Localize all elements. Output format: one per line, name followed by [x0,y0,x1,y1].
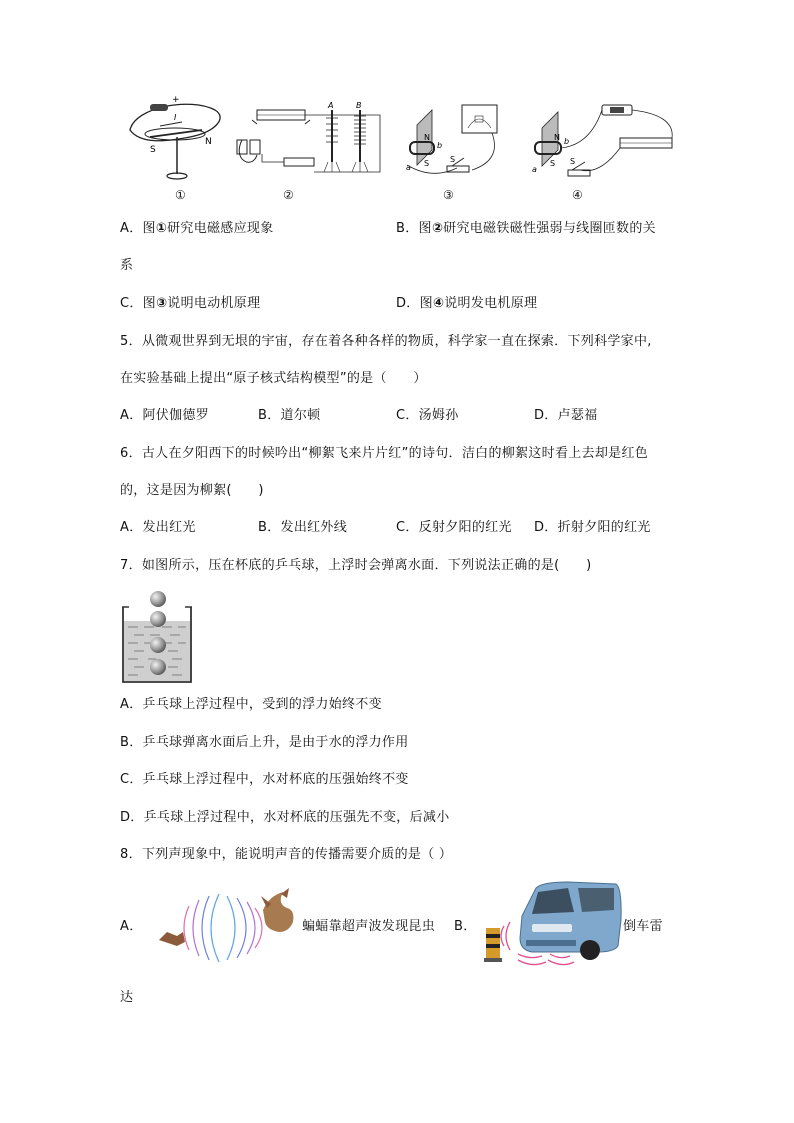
q4-option-b[interactable]: B．图②研究电磁铁磁性强弱与线圈匝数的关 [396,221,656,236]
svg-text:S: S [424,159,430,168]
q7-stem: 7．如图所示，压在杯底的乒乓球，上浮时会弹离水面．下列说法正确的是( ) [120,558,592,573]
figure-3-label: ③ [443,188,454,202]
svg-text:N: N [424,133,430,142]
traffic-cone [486,928,500,958]
figure-1-compass-wire [120,92,230,187]
ping-pong-ball [150,611,166,627]
figure-2-electromagnets [232,100,382,185]
svg-text:S: S [150,145,156,155]
q5-option-b[interactable]: B．道尔顿 [258,408,321,423]
q7-option-b[interactable]: B．乒乓球弹离水面后上升，是由于水的浮力作用 [120,735,409,750]
q8-option-b-text: 倒车雷 [623,919,663,934]
q6-stem-line1: 6．古人在夕阳西下的时候吟出“柳絮飞来片片红”的诗句．洁白的柳絮这时看上去却是红色 [120,446,649,461]
q8-option-b-wrap: 达 [120,990,134,1005]
q4-option-c[interactable]: C．图③说明电动机原理 [120,296,261,311]
svg-text:b: b [437,141,443,150]
q8-option-a-label[interactable]: A． [120,919,143,934]
q6-option-d[interactable]: D．折射夕阳的红光 [534,520,651,535]
q6-stem-line2: 的，这是因为柳絮( ) [120,483,264,498]
svg-text:N: N [554,133,560,142]
q5-option-d[interactable]: D．卢瑟福 [534,408,598,423]
q8-option-a-text: 蝙蝠靠超声波发现昆虫 [302,919,436,934]
q4-option-b-wrap: 系 [120,258,134,273]
svg-text:B: B [356,101,362,110]
figure-2-label: ② [283,188,294,202]
svg-text:S: S [450,155,456,164]
q4-option-a[interactable]: A．图①研究电磁感应现象 [120,221,274,236]
q5-option-a[interactable]: A．阿伏伽德罗 [120,408,209,423]
q6-option-a[interactable]: A．发出红光 [120,520,196,535]
svg-text:S: S [550,159,556,168]
svg-text:S: S [570,157,576,166]
q7-option-a[interactable]: A．乒乓球上浮过程中，受到的浮力始终不变 [120,697,382,712]
q7-option-c[interactable]: C．乒乓球上浮过程中，水对杯底的压强始终不变 [120,772,409,787]
q7-option-d[interactable]: D．乒乓球上浮过程中，水对杯底的压强先不变，后减小 [120,810,450,825]
q4-figures [120,92,680,207]
figure-4-label: ④ [572,188,583,202]
svg-text:I: I [174,113,177,122]
svg-text:N: N [205,137,212,147]
car-reverse-radar-image [478,880,623,970]
svg-text:a: a [532,165,537,174]
svg-text:A: A [328,101,334,110]
q8-stem: 8．下列声现象中，能说明声音的传播需要介质的是（ ） [120,847,453,862]
bat-ultrasound-image [155,888,300,968]
ping-pong-ball [150,637,166,653]
q5-option-c[interactable]: C．汤姆孙 [396,408,459,423]
q4-option-d[interactable]: D．图④说明发电机原理 [396,296,538,311]
q8-option-b-label[interactable]: B． [454,919,477,934]
figure-3-meter [402,100,522,185]
ping-pong-ball [150,659,166,675]
q6-option-b[interactable]: B．发出红外线 [258,520,348,535]
q5-stem-line2: 在实验基础上提出“原子核式结构模型”的是（ ） [120,371,427,386]
ping-pong-ball [150,591,166,607]
figure-1-label: ① [175,188,186,202]
figure-4-motor [530,100,680,190]
svg-text:+: + [172,95,180,105]
q5-stem-line1: 5．从微观世界到无垠的宇宙，存在着各种各样的物质，科学家一直在探索．下列科学家中, [120,334,652,349]
svg-text:a: a [406,163,411,172]
svg-text:b: b [564,137,570,146]
q7-beaker-figure [120,585,195,685]
q6-option-c[interactable]: C．反射夕阳的红光 [396,520,512,535]
